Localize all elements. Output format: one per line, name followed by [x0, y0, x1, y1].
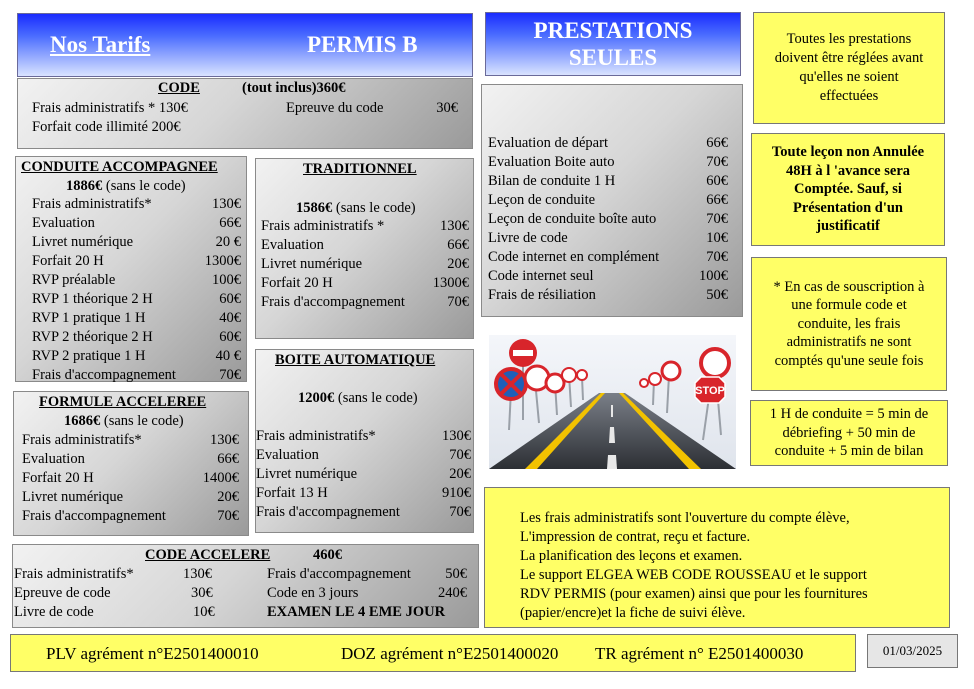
- list-item-label: Evaluation Boite auto: [488, 154, 615, 170]
- list-item-label: Evaluation: [22, 451, 85, 467]
- list-item-label: RVP 2 pratique 1 H: [32, 348, 146, 364]
- agrement-doz: DOZ agrément n°E2501400020: [341, 644, 559, 663]
- note-annulation: [751, 133, 945, 246]
- list-item-label: Frais d'accompagnement: [261, 294, 405, 310]
- boite-automatique-price-note: (sans le code): [334, 390, 418, 406]
- list-item-value: 60€: [219, 291, 241, 307]
- note-souscription-text: * En cas de souscription à une formule code et conduite, les frais administratifs ne sont comptés qu'une seule fois: [773, 278, 925, 369]
- list-item-value: 70€: [447, 294, 469, 310]
- boite-automatique-price-value: 1200€: [298, 390, 335, 406]
- code-item-admin: Frais administratifs * 130€: [32, 100, 188, 116]
- list-item-label: Frais administratifs *: [261, 218, 385, 234]
- list-item-value: 66€: [706, 135, 728, 151]
- list-item-value: 70€: [706, 249, 728, 265]
- list-item-value: 50€: [706, 287, 728, 303]
- code-epreuve-label: Epreuve du code: [286, 100, 384, 116]
- conduite-accompagnee-title: CONDUITE ACCOMPAGNEE: [21, 159, 218, 175]
- list-item: La planification des leçons et examen.: [520, 548, 743, 564]
- tarifs-title: Nos Tarifs: [50, 32, 151, 57]
- list-item-label: Livret numérique: [22, 489, 124, 505]
- footer-date: 01/03/2025: [882, 643, 943, 658]
- note-frais-administratifs: [484, 487, 950, 628]
- header-tarifs-banner: [17, 13, 473, 77]
- list-item-label: Frais d'accompagnement: [22, 508, 166, 524]
- note-souscription: [751, 257, 947, 391]
- note-reglement: [753, 12, 945, 124]
- prestations-box: [481, 84, 743, 317]
- list-item-label: RVP préalable: [32, 272, 116, 288]
- agrement-tr: TR agrément n° E2501400030: [595, 644, 804, 663]
- list-item-label: RVP 1 pratique 1 H: [32, 310, 146, 326]
- list-item-value: 70€: [217, 508, 239, 524]
- formule-acceleree-price-value: 1686€: [64, 413, 101, 429]
- list-item-label: Livret numérique: [256, 466, 358, 482]
- list-item-value: 60€: [219, 329, 241, 345]
- list-item: RDV PERMIS (pour examen) ainsi que pour les fournitures: [520, 586, 868, 602]
- list-item-value: 20€: [217, 489, 239, 505]
- note-annulation-text: Toute leçon non Annulée 48H à l 'avance sera Comptée. Sauf, si Présentation d'un justificatif: [771, 144, 925, 235]
- list-item-label: Forfait 20 H: [261, 275, 333, 291]
- list-item-label: Frais de résiliation: [488, 287, 596, 303]
- code-item-forfait: Forfait code illimité 200€: [32, 119, 181, 135]
- stop-sign-text: STOP: [695, 385, 725, 397]
- list-item-label: Livre de code: [14, 604, 94, 620]
- list-item-label: Code en 3 jours: [267, 585, 359, 601]
- list-item-value: 1300€: [432, 275, 469, 291]
- list-item: Le support ELGEA WEB CODE ROUSSEAU et le support: [520, 567, 867, 583]
- code-accelere-title: CODE ACCELERE: [145, 547, 271, 563]
- list-item-value: 40€: [219, 310, 241, 326]
- formule-acceleree-title: FORMULE ACCELEREE: [39, 394, 207, 410]
- list-item-label: Livret numérique: [261, 256, 363, 272]
- formule-acceleree-price-note: (sans le code): [100, 413, 184, 429]
- list-item-value: 100€: [212, 272, 241, 288]
- note-heure-conduite: [750, 400, 948, 466]
- list-item-value: 66€: [217, 451, 239, 467]
- code-box: [17, 78, 473, 149]
- list-item-label: Leçon de conduite boîte auto: [488, 211, 657, 227]
- frais-admin-list: [520, 509, 868, 623]
- boite-automatique-price: [298, 390, 418, 407]
- list-item-label: Epreuve de code: [14, 585, 111, 601]
- list-item-value: 240€: [438, 585, 467, 601]
- list-item-value: 20€: [449, 466, 471, 482]
- list-item-label: Frais d'accompagnement: [256, 504, 400, 520]
- list-item-label: Evaluation de départ: [488, 135, 608, 151]
- list-item-value: 10€: [706, 230, 728, 246]
- list-item-value: 910€: [442, 485, 471, 501]
- header-prestations-banner: [485, 12, 741, 76]
- conduite-accompagnee-price: [66, 178, 186, 195]
- list-item-value: 66€: [706, 192, 728, 208]
- code-subtitle: (tout inclus)360€: [242, 80, 346, 96]
- list-item-value: 30€: [191, 585, 213, 601]
- list-item-value: 60€: [706, 173, 728, 189]
- list-item-value: 50€: [445, 566, 467, 582]
- list-item-label: Leçon de conduite: [488, 192, 596, 208]
- permis-title: PERMIS B: [307, 32, 418, 57]
- road-signs-image: [489, 335, 736, 469]
- list-item: (papier/encre)et la fiche de suivi élève.: [520, 605, 746, 621]
- prestations-title-line2: SEULES: [568, 45, 658, 70]
- conduite-accompagnee-price-value: 1886€: [66, 178, 103, 194]
- list-item-value: 66€: [219, 215, 241, 231]
- list-item-label: Code internet seul: [488, 268, 594, 284]
- list-item-label: Evaluation: [256, 447, 319, 463]
- list-item-label: Evaluation: [32, 215, 95, 231]
- traditionnel-price: [296, 200, 416, 217]
- list-item-label: Frais administratifs*: [22, 432, 142, 448]
- road-illustration: [489, 335, 736, 469]
- list-item-label: Frais d'accompagnement: [267, 566, 411, 582]
- list-item-value: 70€: [706, 211, 728, 227]
- conduite-accompagnee-price-note: (sans le code): [102, 178, 186, 194]
- list-item-value: 10€: [193, 604, 215, 620]
- list-item-value: 20€: [447, 256, 469, 272]
- code-accelere-box: [12, 544, 479, 628]
- list-item-value: 100€: [699, 268, 728, 284]
- agrement-plv: PLV agrément n°E2501400010: [46, 644, 259, 663]
- list-item-label: Frais administratifs*: [256, 428, 376, 444]
- list-item-label: Livre de code: [488, 230, 568, 246]
- list-item: L'impression de contrat, reçu et facture.: [520, 529, 751, 545]
- list-item-value: 130€: [210, 432, 239, 448]
- note-heure-conduite-text: 1 H de conduite = 5 min de débriefing + 50 min de conduite + 5 min de bilan: [769, 406, 929, 460]
- traditionnel-price-value: 1586€: [296, 200, 333, 216]
- code-accelere-price: 460€: [313, 547, 342, 563]
- list-item-label: Forfait 20 H: [22, 470, 94, 486]
- list-item-label: Evaluation: [261, 237, 324, 253]
- note-reglement-text: Toutes les prestations doivent être réglées avant qu'elles ne soient effectuées: [774, 31, 924, 104]
- list-item-value: 130€: [183, 566, 212, 582]
- footer-date-box: [867, 634, 958, 668]
- list-item-value: 70€: [449, 504, 471, 520]
- list-item-label: Frais administratifs*: [14, 566, 134, 582]
- footer-agrements: [10, 634, 856, 672]
- boite-automatique-box: [255, 349, 474, 533]
- list-item-label: Forfait 20 H: [32, 253, 104, 269]
- list-item-value: 70€: [706, 154, 728, 170]
- list-item-value: 40 €: [215, 348, 241, 364]
- list-item-label: RVP 2 théorique 2 H: [32, 329, 153, 345]
- list-item-label: Frais d'accompagnement: [32, 367, 176, 383]
- boite-automatique-title: BOITE AUTOMATIQUE: [275, 352, 436, 368]
- list-item-label: Forfait 13 H: [256, 485, 328, 501]
- list-item-label: Code internet en complément: [488, 249, 660, 265]
- list-item-value: 20 €: [215, 234, 241, 250]
- formule-acceleree-price: [64, 413, 184, 430]
- list-item-value: 70€: [449, 447, 471, 463]
- list-item-value: 66€: [447, 237, 469, 253]
- list-item-value: 130€: [212, 196, 241, 212]
- code-epreuve-value: 30€: [436, 100, 458, 116]
- formule-acceleree-box: [13, 391, 249, 536]
- list-item-label: Bilan de conduite 1 H: [488, 173, 616, 189]
- traditionnel-box: [255, 158, 474, 339]
- conduite-accompagnee-box: [15, 156, 247, 382]
- list-item: Les frais administratifs sont l'ouverture du compte élève,: [520, 510, 850, 526]
- traditionnel-price-note: (sans le code): [332, 200, 416, 216]
- code-accelere-exam-note: EXAMEN LE 4 EME JOUR: [267, 604, 446, 620]
- list-item-value: 70€: [219, 367, 241, 383]
- list-item-value: 1400€: [202, 470, 239, 486]
- code-title: CODE: [158, 80, 200, 96]
- list-item-value: 1300€: [204, 253, 241, 269]
- list-item-value: 130€: [440, 218, 469, 234]
- list-item-label: Frais administratifs*: [32, 196, 152, 212]
- list-item-label: RVP 1 théorique 2 H: [32, 291, 153, 307]
- prestations-title-line1: PRESTATIONS: [533, 18, 693, 43]
- list-item-value: 130€: [442, 428, 471, 444]
- list-item-label: Livret numérique: [32, 234, 134, 250]
- traditionnel-title: TRADITIONNEL: [303, 161, 417, 177]
